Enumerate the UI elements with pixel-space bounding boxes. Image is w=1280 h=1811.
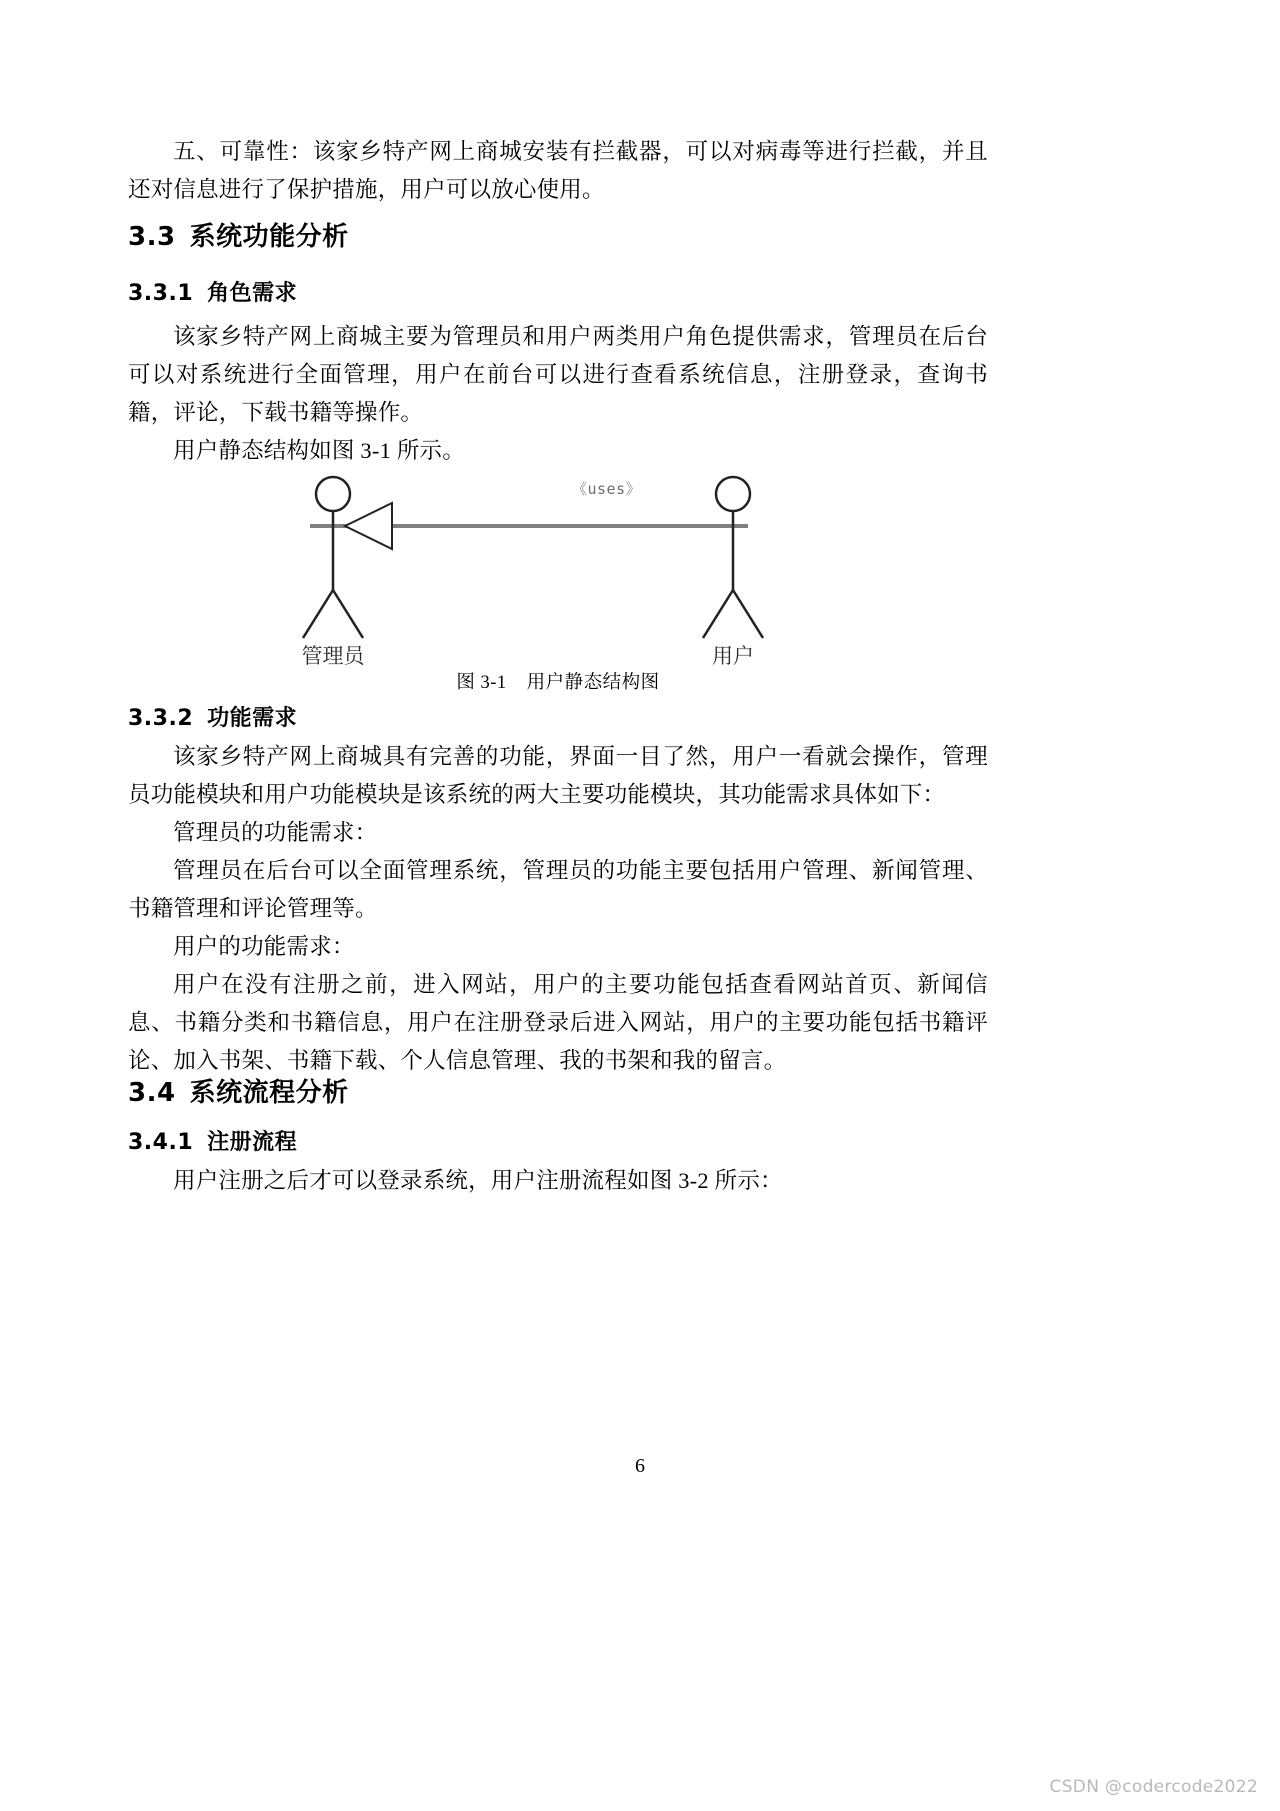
csdn-watermark: CSDN @codercode2022 xyxy=(1049,1777,1258,1797)
heading-3-3-2 xyxy=(128,701,988,732)
paragraph-admin-requirements-title: 管理员的功能需求： xyxy=(173,820,378,845)
heading-3-3-1-title: 角色需求 xyxy=(207,281,298,306)
heading-3-3-1 xyxy=(128,276,988,307)
uml-actor-diagram-svg xyxy=(128,470,988,670)
paragraph-function-intro: 该家乡特产网上商城具有完善的功能，界面一目了然，用户一看就会操作，管理员功能模块和用户功能模块是该系统的两大主要功能模块，其功能需求具体如下： xyxy=(128,744,988,807)
paragraph-user-requirements-body: 用户在没有注册之前，进入网站，用户的主要功能包括查看网站首页、新闻信息、书籍分类和书籍信息，用户在注册登录后进入网站，用户的主要功能包括书籍评论、加入书架、书籍下载、个人信息管理、我的书架和我的留言。 xyxy=(128,972,988,1073)
uml-actor-admin xyxy=(303,477,363,638)
figure-3-1-caption-title: 用户静态结构图 xyxy=(526,673,660,693)
heading-3-4-title: 系统流程分析 xyxy=(189,1078,349,1108)
heading-3-3-1-number: 3.3.1 xyxy=(128,281,194,306)
actor-right-leg xyxy=(733,590,763,638)
paragraph-user-requirements-title: 用户的功能需求： xyxy=(173,934,355,959)
heading-3-4-1-number: 3.4.1 xyxy=(128,1130,194,1155)
paragraph-roles: 该家乡特产网上商城主要为管理员和用户两类用户角色提供需求，管理员在后台可以对系统进行全面管理，用户在前台可以进行查看系统信息，注册登录，查询书籍，评论，下载书籍等操作。 xyxy=(128,324,988,425)
uml-actor-user xyxy=(703,477,763,638)
paragraph-register-flow-ref: 用户注册之后才可以登录系统，用户注册流程如图 3-2 所示： xyxy=(173,1168,783,1193)
actor-head-icon xyxy=(716,477,750,511)
paragraph-reliability: 五、可靠性：该家乡特产网上商城安装有拦截器，可以对病毒等进行拦截，并且还对信息进行了保护措施，用户可以放心使用。 xyxy=(128,139,988,202)
actor-head-icon xyxy=(316,477,350,511)
heading-3-4-1 xyxy=(128,1125,988,1156)
heading-3-4-1-title: 注册流程 xyxy=(207,1130,298,1155)
paragraph-admin-requirements-body: 管理员在后台可以全面管理系统，管理员的功能主要包括用户管理、新闻管理、书籍管理和评论管理等。 xyxy=(128,858,988,921)
figure-3-1-uml-diagram xyxy=(128,470,988,670)
heading-3-3 xyxy=(128,216,988,253)
heading-3-4-number: 3.4 xyxy=(128,1078,176,1108)
heading-3-3-title: 系统功能分析 xyxy=(189,222,349,252)
figure-3-1-caption xyxy=(128,668,988,694)
paragraph-static-structure-ref: 用户静态结构如图 3-1 所示。 xyxy=(173,438,465,463)
actor-left-leg xyxy=(303,590,333,638)
actor-left-leg xyxy=(703,590,733,638)
heading-3-4 xyxy=(128,1072,988,1109)
uml-stereotype-uses-label: 《uses》 xyxy=(572,480,642,498)
page-number: 6 xyxy=(635,1455,645,1477)
actor-right-leg xyxy=(333,590,363,638)
heading-3-3-number: 3.3 xyxy=(128,222,176,252)
heading-3-3-2-number: 3.3.2 xyxy=(128,706,194,731)
uml-actor-user-label: 用户 xyxy=(712,644,754,668)
uml-actor-admin-label: 管理员 xyxy=(301,644,365,668)
heading-3-3-2-title: 功能需求 xyxy=(207,706,298,731)
figure-3-1-caption-number: 图 3-1 xyxy=(456,673,507,693)
uml-hollow-arrowhead-icon xyxy=(345,503,392,549)
